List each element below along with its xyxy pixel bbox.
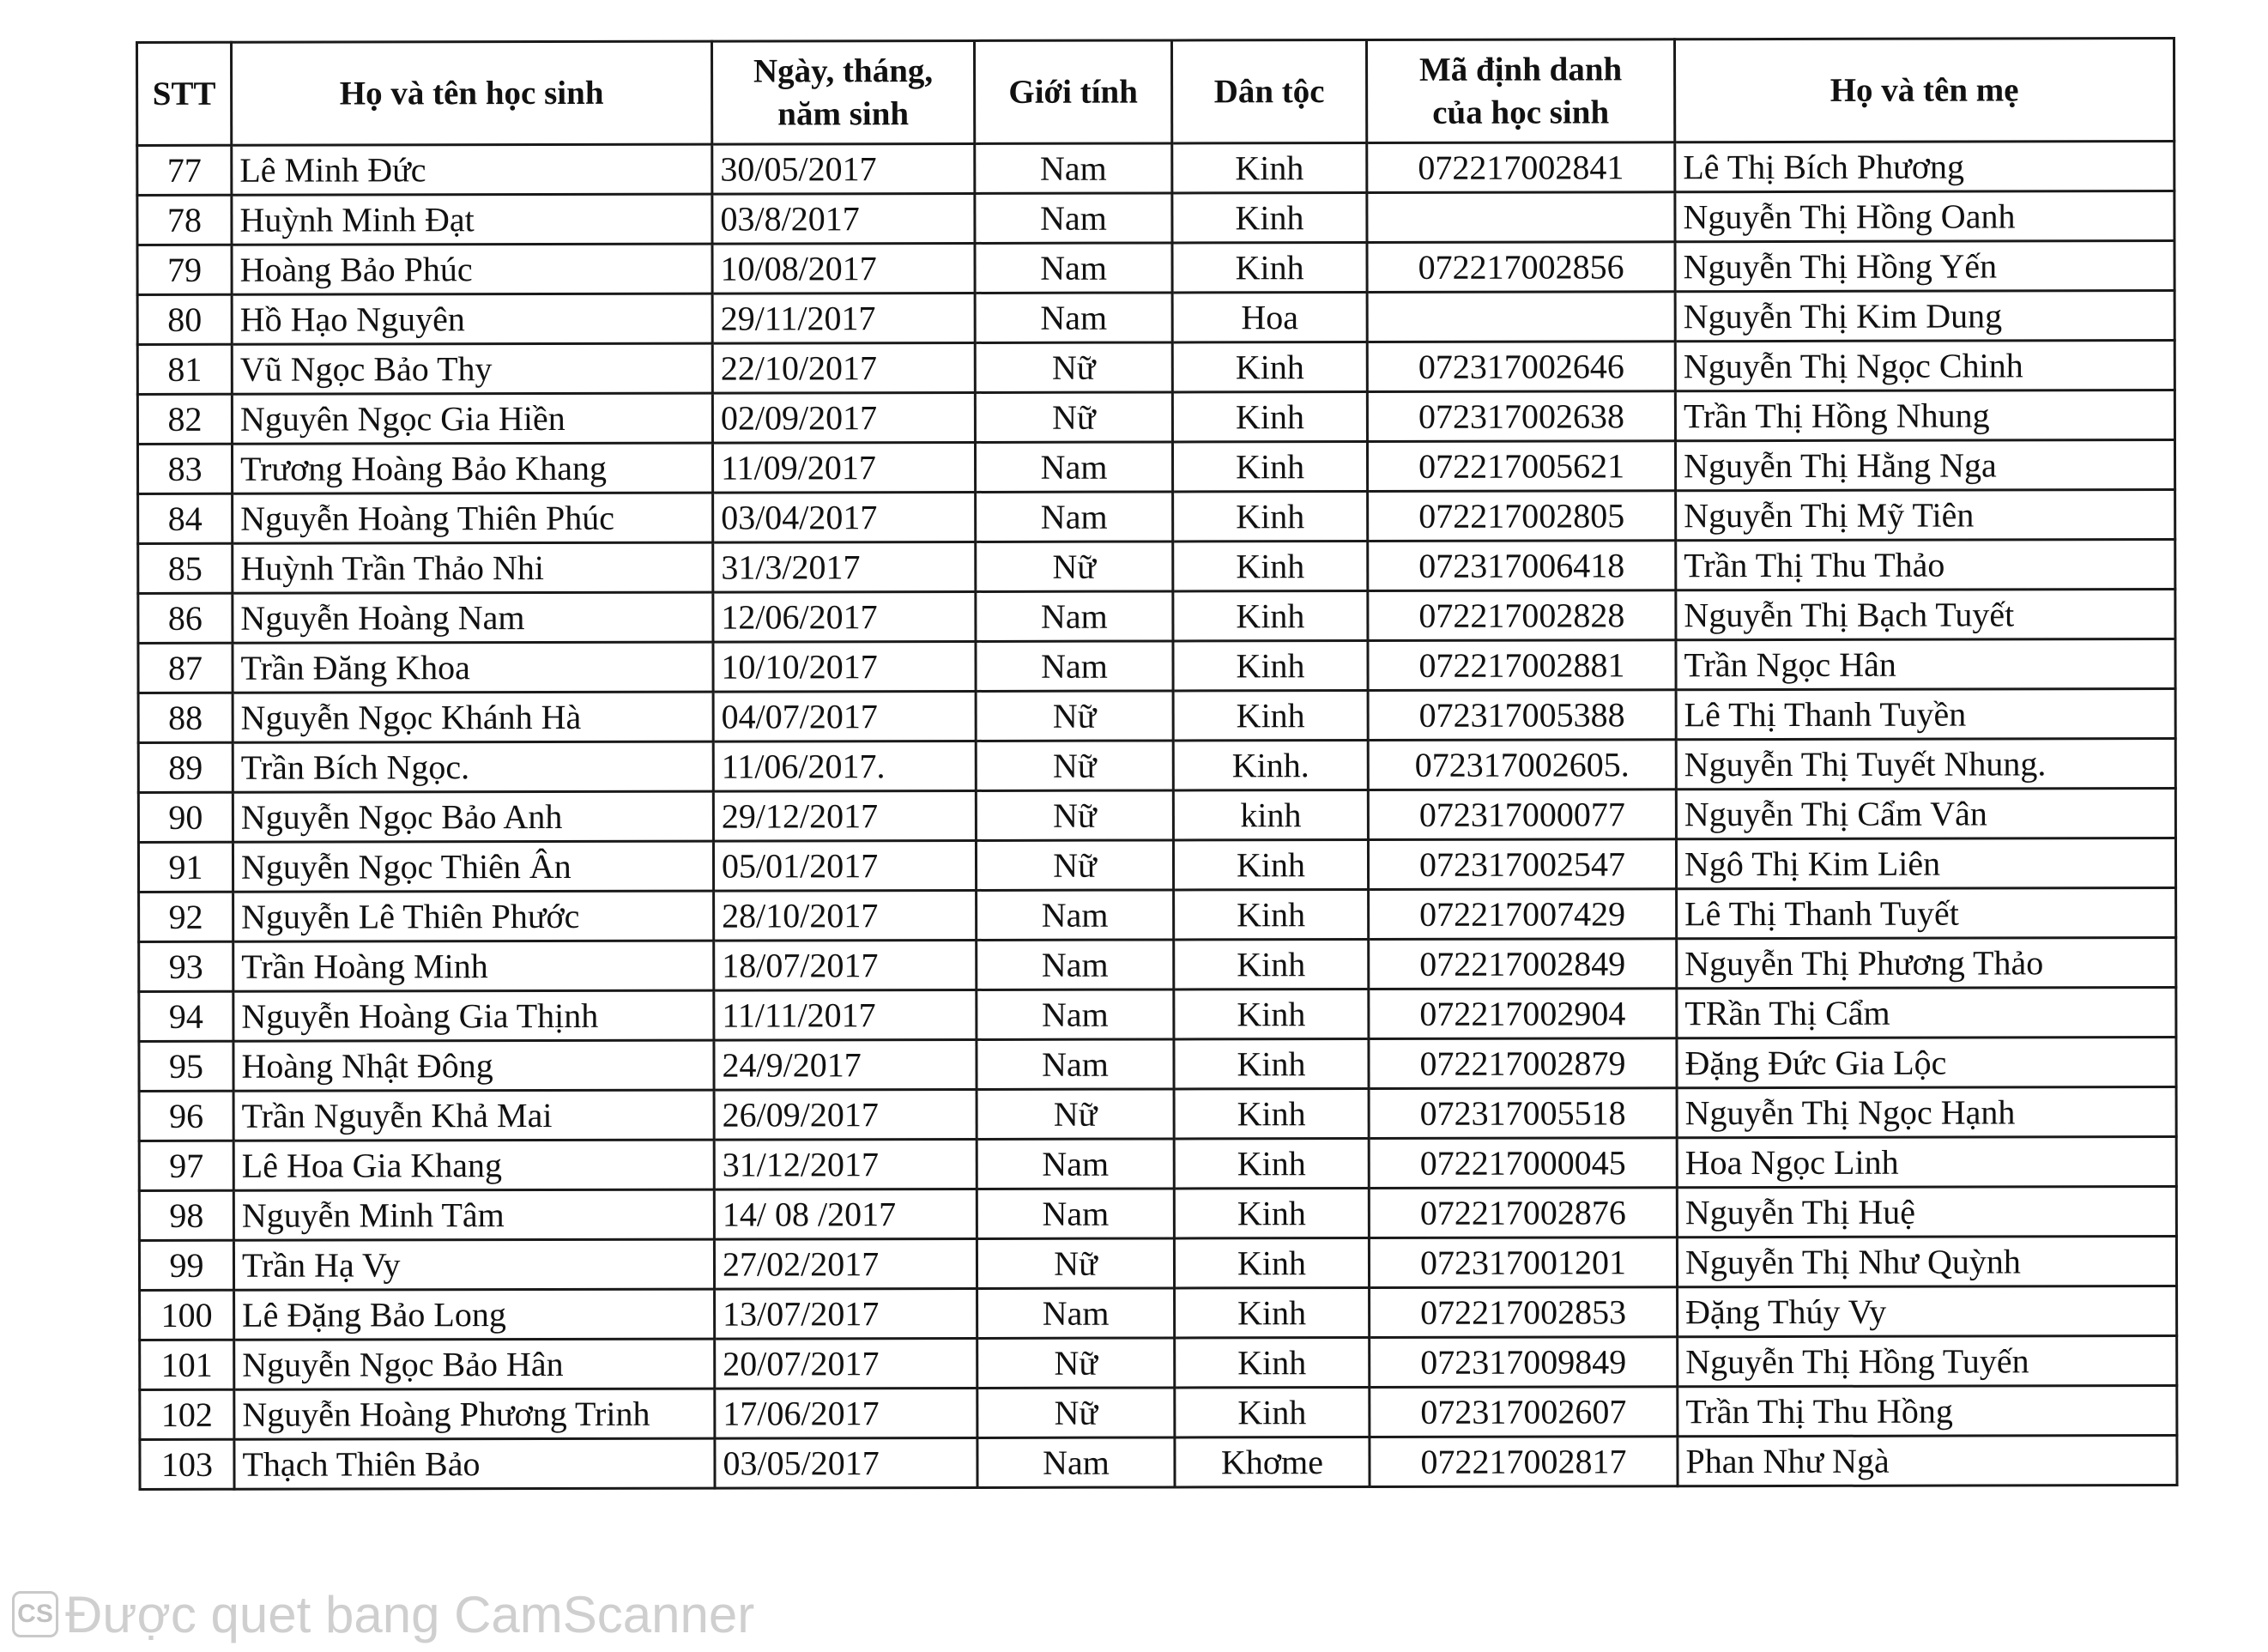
cell-ethnicity: Kinh (1174, 1138, 1369, 1188)
cell-ethnicity: Khơme (1175, 1437, 1370, 1486)
table-row (137, 440, 2174, 494)
cell-ethnicity: Kinh (1173, 690, 1368, 740)
cell-ethnicity: Kinh (1174, 889, 1369, 939)
header-date-of-birth (712, 40, 975, 144)
cell-student-name: Huỳnh Trần Thảo Nhi (233, 542, 713, 593)
cell-ethnicity: Kinh (1173, 491, 1368, 541)
table-row (137, 341, 2174, 395)
cell-mother-name: Nguyễn Thị Ngọc Hạnh (1677, 1087, 2176, 1138)
student-roster-sheet (136, 37, 2176, 1491)
cell-date-of-birth: 22/10/2017 (712, 342, 975, 393)
cell-stt: 91 (138, 842, 233, 892)
table-row (137, 191, 2174, 245)
cell-student-name: Lê Minh Đức (232, 144, 712, 195)
cell-ethnicity: Kinh (1172, 192, 1367, 242)
cell-mother-name: Nguyễn Thị Hằng Nga (1675, 440, 2174, 491)
cell-student-id: 072317002646 (1367, 342, 1675, 392)
cell-student-name: Trần Hạ Vy (233, 1239, 714, 1290)
cell-gender: Nam (976, 591, 1173, 641)
cell-ethnicity: kinh (1173, 790, 1368, 839)
cell-mother-name: Nguyễn Thị Ngọc Chinh (1675, 341, 2174, 391)
table-row (139, 1187, 2176, 1241)
cell-student-id: 072217002853 (1370, 1287, 1678, 1338)
cell-mother-name: Trần Thị Thu Hồng (1678, 1386, 2177, 1437)
cell-ethnicity: Kinh (1174, 1237, 1369, 1287)
camscanner-watermark (12, 1583, 754, 1645)
cell-student-name: Nguyễn Ngọc Bảo Hân (234, 1339, 715, 1389)
table-row (140, 1336, 2177, 1390)
cell-student-name: Hoàng Nhật Đông (233, 1040, 714, 1091)
cell-student-id: 072217002881 (1368, 640, 1676, 691)
header-student-id (1367, 39, 1675, 143)
cell-stt: 94 (139, 991, 233, 1041)
cell-student-id: 072217002876 (1369, 1188, 1677, 1238)
cell-student-name: Nguyễn Hoàng Phương Trinh (234, 1389, 715, 1439)
cell-stt: 90 (138, 792, 233, 842)
cell-stt: 82 (137, 394, 232, 444)
cell-date-of-birth: 26/09/2017 (714, 1089, 977, 1140)
cell-ethnicity: Kinh (1172, 142, 1367, 192)
cell-ethnicity: Kinh (1175, 1337, 1370, 1387)
cell-student-id: 072217002904 (1369, 989, 1677, 1039)
cell-stt: 81 (137, 344, 232, 394)
cell-stt: 97 (139, 1141, 233, 1190)
header-gender: Giới tính (975, 40, 1172, 143)
cell-stt: 103 (140, 1439, 234, 1489)
cell-student-name: Huỳnh Minh Đạt (232, 194, 712, 245)
cell-ethnicity: Kinh (1173, 839, 1368, 889)
cell-date-of-birth: 31/3/2017 (713, 542, 976, 592)
cell-date-of-birth: 12/06/2017 (713, 591, 976, 642)
cell-student-id: 072317002607 (1370, 1387, 1678, 1437)
cell-date-of-birth: 11/11/2017 (714, 989, 977, 1040)
cell-date-of-birth: 05/01/2017 (713, 840, 976, 891)
cell-date-of-birth: 03/8/2017 (712, 193, 975, 244)
cell-mother-name: Đặng Đức Gia Lộc (1677, 1038, 2176, 1088)
cell-student-name: Lê Đặng Bảo Long (234, 1289, 715, 1340)
cell-mother-name: Nguyễn Thị Phương Thảo (1677, 938, 2176, 989)
cell-gender: Nam (975, 243, 1172, 293)
cell-student-name: Trần Bích Ngọc. (233, 741, 713, 792)
cell-gender: Nữ (976, 691, 1173, 741)
cell-gender: Nam (977, 1437, 1175, 1487)
cell-student-id: 072317002547 (1368, 839, 1676, 890)
cell-student-name: Nguyễn Hoàng Thiên Phúc (233, 493, 713, 543)
cell-stt: 93 (139, 941, 233, 991)
cell-student-id: 072217007429 (1369, 889, 1677, 940)
table-row (138, 838, 2175, 893)
cell-gender: Nam (977, 1288, 1175, 1338)
cell-student-id: 072317009849 (1370, 1337, 1678, 1388)
cell-student-name: Trần Đăng Khoa (233, 642, 713, 693)
cell-date-of-birth: 11/09/2017 (712, 442, 975, 493)
cell-student-name: Hồ Hạo Nguyên (232, 293, 712, 344)
cell-stt: 100 (140, 1290, 234, 1340)
table-row (137, 291, 2174, 345)
header-dob-line2: năm sinh (777, 94, 910, 132)
cell-stt: 78 (137, 195, 232, 245)
table-row (138, 689, 2175, 743)
cell-ethnicity: Kinh (1172, 342, 1367, 391)
header-id-line1: Mã định danh (1418, 50, 1623, 88)
header-ethnicity: Dân tộc (1172, 39, 1367, 142)
cell-student-name: Lê Hoa Gia Khang (233, 1140, 714, 1190)
cell-student-id: 072217002849 (1369, 939, 1677, 989)
cell-stt: 87 (138, 643, 233, 693)
cell-date-of-birth: 03/05/2017 (715, 1437, 977, 1488)
cell-date-of-birth: 04/07/2017 (713, 691, 976, 741)
cell-date-of-birth: 03/04/2017 (713, 492, 976, 542)
cell-ethnicity: Kinh (1174, 939, 1369, 989)
cell-stt: 80 (137, 294, 232, 344)
table-row (139, 1237, 2176, 1291)
cell-student-name: Hoàng Bảo Phúc (232, 244, 712, 294)
cell-student-name: Trương Hoàng Bảo Khang (232, 443, 712, 493)
table-row (138, 540, 2175, 594)
cell-mother-name: Trần Thị Thu Thảo (1676, 540, 2175, 590)
cell-ethnicity: Kinh (1172, 391, 1367, 441)
cell-gender: Nữ (975, 342, 1172, 392)
cell-mother-name: Lê Thị Bích Phương (1675, 142, 2174, 192)
cell-student-id: 072317002605. (1368, 740, 1676, 790)
cell-ethnicity: Kinh (1174, 1038, 1369, 1088)
cell-gender: Nữ (975, 392, 1172, 442)
cell-ethnicity: Kinh (1174, 1088, 1369, 1138)
cell-student-name: Nguyễn Minh Tâm (233, 1189, 714, 1240)
cell-date-of-birth: 27/02/2017 (714, 1238, 977, 1289)
student-roster-table (136, 37, 2179, 1491)
header-mother-name: Họ và tên mẹ (1674, 39, 2174, 142)
table-row (139, 938, 2176, 992)
cell-gender: Nam (977, 940, 1174, 989)
cell-gender: Nam (975, 293, 1172, 342)
cell-mother-name: Lê Thị Thanh Tuyết (1677, 888, 2176, 939)
cell-ethnicity: Kinh. (1173, 740, 1368, 790)
cell-mother-name: Nguyễn Thị Hồng Tuyến (1678, 1336, 2177, 1387)
cell-mother-name: Nguyễn Thị Bạch Tuyết (1676, 590, 2175, 640)
cell-gender: Nữ (976, 542, 1173, 591)
cell-stt: 102 (140, 1389, 234, 1439)
cell-date-of-birth: 14/ 08 /2017 (714, 1189, 977, 1239)
cell-mother-name: Trần Thị Hồng Nhung (1675, 390, 2174, 441)
cell-student-name: Nguyễn Ngọc Bảo Anh (233, 791, 713, 842)
cell-stt: 84 (138, 493, 233, 543)
cell-gender: Nam (975, 143, 1172, 193)
cell-ethnicity: Kinh (1175, 1387, 1370, 1437)
cell-student-id: 072317002638 (1367, 391, 1675, 442)
cell-date-of-birth: 29/11/2017 (712, 293, 975, 343)
table-row (137, 142, 2174, 196)
cell-student-id: 072217002879 (1369, 1038, 1677, 1089)
cell-student-id: 072217002817 (1370, 1437, 1678, 1487)
cell-ethnicity: Kinh (1172, 242, 1367, 292)
cell-student-name: Nguyên Ngọc Gia Hiền (232, 393, 712, 444)
cell-mother-name: Trần Ngọc Hân (1676, 639, 2175, 690)
cell-mother-name: TRần Thị Cẩm (1677, 988, 2176, 1038)
cell-date-of-birth: 28/10/2017 (714, 890, 977, 941)
cell-stt: 85 (138, 543, 233, 593)
cell-mother-name: Nguyễn Thị Huệ (1677, 1187, 2176, 1237)
cell-mother-name: Nguyễn Thị Như Quỳnh (1677, 1237, 2176, 1287)
cell-stt: 99 (139, 1240, 233, 1290)
cell-date-of-birth: 13/07/2017 (715, 1288, 977, 1339)
cell-ethnicity: Kinh (1173, 590, 1368, 640)
cell-gender: Nữ (976, 840, 1173, 890)
cell-date-of-birth: 20/07/2017 (715, 1338, 977, 1389)
cell-student-name: Nguyễn Ngọc Khánh Hà (233, 692, 713, 742)
cell-student-name: Nguyễn Hoàng Nam (233, 592, 713, 643)
cell-date-of-birth: 10/10/2017 (713, 641, 976, 692)
cell-ethnicity: Hoa (1172, 292, 1367, 342)
cell-gender: Nữ (976, 741, 1173, 790)
cell-ethnicity: Kinh (1172, 441, 1367, 491)
cell-gender: Nữ (977, 1388, 1175, 1437)
cell-student-id: 072217002841 (1367, 142, 1675, 193)
cell-student-id (1367, 192, 1675, 243)
cell-student-id: 072217000045 (1369, 1138, 1677, 1189)
table-row (138, 639, 2175, 693)
cell-stt: 98 (139, 1190, 233, 1240)
cell-date-of-birth: 11/06/2017. (713, 741, 976, 791)
table-row (137, 390, 2174, 445)
table-row (140, 1436, 2177, 1490)
cell-gender: Nữ (976, 790, 1173, 840)
header-dob-line1: Ngày, tháng, (753, 51, 934, 89)
cell-mother-name: Nguyễn Thị Kim Dung (1675, 291, 2174, 342)
cell-mother-name: Nguyễn Thị Mỹ Tiên (1676, 490, 2175, 541)
cell-mother-name: Nguyễn Thị Tuyết Nhung. (1676, 739, 2175, 790)
header-student-name: Họ và tên học sinh (232, 41, 712, 145)
table-row (139, 1087, 2176, 1141)
table-row (140, 1386, 2177, 1440)
camscanner-logo-icon: CS (12, 1591, 58, 1637)
table-row (138, 490, 2175, 544)
cell-gender: Nam (977, 1139, 1174, 1189)
cell-student-name: Trần Hoàng Minh (233, 941, 714, 991)
cell-mother-name: Phan Như Ngà (1678, 1436, 2177, 1486)
cell-student-id: 072317001201 (1369, 1237, 1677, 1288)
table-row (139, 988, 2176, 1042)
cell-ethnicity: Kinh (1175, 1287, 1370, 1337)
cell-mother-name: Hoa Ngọc Linh (1677, 1137, 2176, 1188)
cell-mother-name: Lê Thị Thanh Tuyền (1676, 689, 2175, 740)
table-row (139, 888, 2176, 942)
cell-gender: Nữ (977, 1338, 1175, 1388)
cell-ethnicity: Kinh (1173, 541, 1368, 590)
header-stt: STT (137, 42, 232, 145)
cell-stt: 89 (138, 742, 233, 792)
table-body (137, 142, 2177, 1490)
header-id-line2: của học sinh (1432, 93, 1610, 131)
cell-ethnicity: Kinh (1173, 640, 1368, 690)
cell-mother-name: Đặng Thúy Vy (1678, 1286, 2177, 1337)
cell-student-name: Nguyễn Lê Thiên Phước (233, 891, 714, 941)
table-row (138, 789, 2175, 843)
cell-stt: 92 (139, 892, 233, 941)
cell-mother-name: Nguyễn Thị Hồng Yến (1675, 241, 2174, 292)
cell-date-of-birth: 17/06/2017 (715, 1388, 977, 1438)
cell-stt: 101 (140, 1340, 234, 1389)
cell-gender: Nam (975, 193, 1172, 243)
cell-student-name: Vũ Ngọc Bảo Thy (232, 343, 712, 394)
cell-stt: 83 (137, 444, 232, 493)
cell-gender: Nam (977, 989, 1174, 1039)
cell-gender: Nữ (977, 1238, 1174, 1288)
cell-stt: 86 (138, 593, 233, 643)
table-row (138, 590, 2175, 644)
cell-gender: Nam (977, 1039, 1174, 1089)
cell-gender: Nữ (977, 1089, 1174, 1139)
cell-mother-name: Ngô Thị Kim Liên (1676, 838, 2175, 889)
cell-student-name: Nguyễn Ngọc Thiên Ân (233, 841, 713, 892)
cell-ethnicity: Kinh (1174, 1188, 1369, 1237)
cell-stt: 96 (139, 1091, 233, 1141)
cell-gender: Nam (977, 890, 1174, 940)
table-row (137, 241, 2174, 295)
cell-student-id: 072317006418 (1368, 541, 1676, 591)
cell-date-of-birth: 30/05/2017 (712, 143, 975, 194)
cell-student-id: 072217002856 (1367, 242, 1675, 293)
cell-student-id: 072317005388 (1368, 690, 1676, 741)
cell-gender: Nam (977, 1189, 1174, 1238)
table-row (139, 1137, 2176, 1191)
cell-date-of-birth: 29/12/2017 (713, 790, 976, 841)
cell-gender: Nam (976, 492, 1173, 542)
cell-student-id (1367, 292, 1675, 342)
cell-student-name: Thạch Thiên Bảo (234, 1438, 715, 1489)
cell-gender: Nam (976, 641, 1173, 691)
cell-date-of-birth: 24/9/2017 (714, 1039, 977, 1090)
table-row (138, 739, 2175, 793)
cell-student-name: Trần Nguyễn Khả Mai (233, 1090, 714, 1141)
table-row (139, 1038, 2176, 1092)
cell-student-id: 072317000077 (1368, 790, 1676, 840)
cell-gender: Nam (975, 442, 1172, 492)
cell-date-of-birth: 10/08/2017 (712, 243, 975, 293)
cell-student-id: 072217002805 (1368, 491, 1676, 542)
cell-student-name: Nguyễn Hoàng Gia Thịnh (233, 990, 714, 1041)
cell-student-id: 072217002828 (1368, 590, 1676, 641)
cell-ethnicity: Kinh (1174, 989, 1369, 1038)
cell-stt: 79 (137, 245, 232, 294)
watermark-text: Được quet bang CamScanner (65, 1585, 755, 1643)
cell-stt: 95 (139, 1041, 233, 1091)
table-header-row (137, 39, 2174, 146)
cell-student-id: 072317005518 (1369, 1088, 1677, 1139)
cell-date-of-birth: 02/09/2017 (712, 392, 975, 443)
cell-mother-name: Nguyễn Thị Cẩm Vân (1676, 789, 2175, 839)
cell-stt: 88 (138, 693, 233, 742)
cell-date-of-birth: 31/12/2017 (714, 1139, 977, 1189)
cell-student-id: 072217005621 (1367, 441, 1675, 492)
cell-date-of-birth: 18/07/2017 (714, 940, 977, 990)
cell-stt: 77 (137, 145, 232, 195)
table-row (140, 1286, 2177, 1340)
cell-mother-name: Nguyễn Thị Hồng Oanh (1675, 191, 2174, 242)
